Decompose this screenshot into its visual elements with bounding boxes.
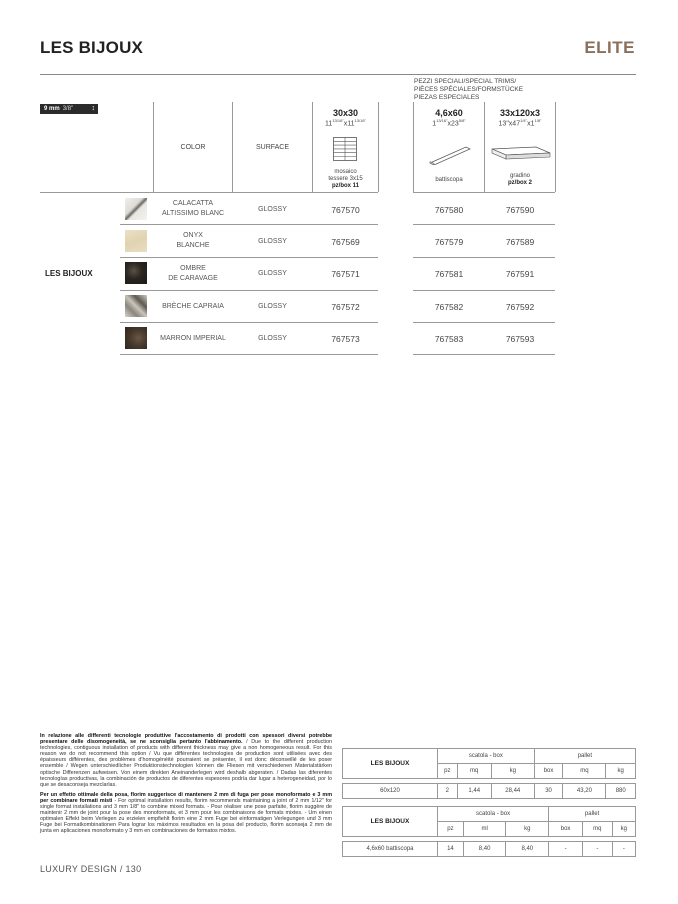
packing-cell: - <box>583 842 613 857</box>
column-divider <box>378 102 379 192</box>
format-size: 33x120x3 <box>499 108 541 118</box>
packing-col-header: kg <box>506 822 549 837</box>
surface-value: GLOSSY <box>258 335 287 342</box>
packing-cell: 4,6x60 battiscopa <box>343 842 438 857</box>
table-header-divider <box>40 192 378 193</box>
row-divider <box>120 322 378 323</box>
packing-group-header: scatola - box <box>438 749 535 764</box>
row-divider <box>120 257 378 258</box>
row-divider <box>413 257 555 258</box>
packing-cell: 60x120 <box>343 784 438 799</box>
product-code: 767573 <box>331 334 360 344</box>
format-trim2-label: gradino pz/box 2 <box>507 173 532 186</box>
packing-cell: - <box>549 842 583 857</box>
row-divider <box>120 224 378 225</box>
packing-group-header: scatola - box <box>438 807 549 822</box>
column-header-color: COLOR <box>180 144 206 151</box>
packing-cell: 8,40 <box>463 842 506 857</box>
packing-col-header: box <box>534 764 563 779</box>
skirting-icon <box>428 143 472 165</box>
thickness-arrow-icon: ↕ <box>91 105 95 112</box>
packing-col-header: ml <box>463 822 506 837</box>
mosaic-icon <box>333 137 357 161</box>
packing-col-header: box <box>549 822 583 837</box>
packing-col-header: kg <box>491 764 534 779</box>
packing-col-header: kg <box>606 764 636 779</box>
product-code: 767569 <box>331 237 360 247</box>
row-divider <box>120 290 378 291</box>
special-pieces-line: PIEZAS ESPECIALES <box>414 94 480 101</box>
format-inch: $13"x47^{1/4"}x1^{1/8"}$ <box>498 118 542 128</box>
packing-col-header: mq <box>457 764 491 779</box>
color-swatch <box>125 327 147 349</box>
packing-group-header: pallet <box>534 749 635 764</box>
product-code: 767580 <box>434 205 464 215</box>
table-header-divider <box>413 192 555 193</box>
packing-table-name: LES BIJOUX <box>343 749 438 779</box>
product-code: 767581 <box>434 269 464 279</box>
product-code: 767579 <box>434 237 464 247</box>
step-icon <box>490 141 552 165</box>
note-paragraph: Per un effetto ottimale della posa, florim suggerisce di mantenere 2 mm di fuga per pose monoformato e 3 mm per combinare formati misti - For optimal installation results, florim recommends maintaining a joint of 2 mm 1/12" for single format installations and 3 mm 1/8" to combine mixed formats. - Pour réaliser une pose parfaite, florim suggère de maintenir 2 mm de joint pour la pose des monoformats, et 3 mm pour les combinaisons de formats mixtes. - Um einen optimalen Effekt beim Verlegen zu erzielen empfiehlt florim eine 2 mm Fuge bei einformatigen Verlegungen und 3 mm Fuge bei Formatkombinationen Para lograr los máximos resultados en la posa del producto, florim aconseja 2 mm de junta en aplicaciones monoformato y 3 mm en combinaciones de formatos mixtos. <box>40 791 332 835</box>
packing-table <box>342 806 636 857</box>
format-main-label: mosaico tessere 3x15 pz/box 11 <box>328 169 363 189</box>
product-code: 767590 <box>505 205 535 215</box>
packing-col-header: mq <box>563 764 606 779</box>
product-code: 767592 <box>505 302 535 312</box>
product-code: 767583 <box>434 334 464 344</box>
column-divider <box>555 102 556 192</box>
format-trim1-label: battiscopa <box>435 177 463 183</box>
packing-cell: - <box>612 842 635 857</box>
format-size: 4,6x60 <box>435 108 463 118</box>
row-divider <box>413 354 555 355</box>
color-name: CALACATTA ALTISSIMO BLANC <box>161 200 225 217</box>
packing-table <box>342 748 636 799</box>
color-swatch <box>125 262 147 284</box>
packing-cell: 1,44 <box>457 784 491 799</box>
surface-value: GLOSSY <box>258 206 287 213</box>
color-name: ONYX BLANCHE <box>176 232 210 249</box>
color-swatch <box>125 230 147 252</box>
row-divider <box>413 224 555 225</box>
format-header-trim2 <box>485 108 555 127</box>
column-header-surface: SURFACE <box>255 144 290 151</box>
surface-value: GLOSSY <box>258 270 287 277</box>
page-title: LES BIJOUX <box>40 38 144 57</box>
packing-cell: 2 <box>438 784 458 799</box>
packing-cell: 43,20 <box>563 784 606 799</box>
product-code: 767571 <box>331 269 360 279</box>
packing-col-header: pz <box>438 822 464 837</box>
thickness-badge <box>40 104 98 114</box>
row-divider <box>413 290 555 291</box>
row-divider <box>413 322 555 323</box>
note-paragraph: In relazione alle differenti tecnologie produttive l'accostamento di prodotti con spessori diversi potrebbe presentare delle disomogeneità, se ne sconsiglia pertanto l'abbinamento. / Due to the different production technologies, contiguous installation of products with different thickness may give a non homogeneous result. For this reason we do not recommend this option / Vu que différentes technologies de production sont utilisées avec des épaisseurs différentes, des problèmes d'homogénéité pourraient se présenter, il est donc déconseillé de les poser ensemble / Wegen unterschiedlicher Produktionstechnologien können die Fliesen mit verschiedenen Materialstärken optische Differenzen aufweisen. Von einem direkten Aneinanderlegen wird deshalb abgeraten. / Dadas las diferentes tecnologías productivas, la combinación de productos de diferentes espesores podría dar lugar a heterogeneidad, por lo que se desaconseja mezclarlas. <box>40 733 332 788</box>
packing-cell: 880 <box>606 784 636 799</box>
product-code: 767582 <box>434 302 464 312</box>
product-code: 767593 <box>505 334 535 344</box>
special-pieces-header <box>414 78 523 102</box>
surface-value: GLOSSY <box>258 303 287 310</box>
color-name: MARRON IMPERIAL <box>160 335 226 342</box>
product-code: 767570 <box>331 205 360 215</box>
product-code: 767591 <box>505 269 535 279</box>
special-pieces-line: PEZZI SPECIALI/SPECIAL TRIMS/ <box>414 78 517 85</box>
product-code: 767572 <box>331 302 360 312</box>
color-name: OMBRE DE CARAVAGE <box>168 265 218 282</box>
collection-label: LES BIJOUX <box>45 269 93 278</box>
format-header-main <box>313 108 378 127</box>
packing-cell: 8,40 <box>506 842 549 857</box>
brand-name: ELITE <box>584 38 635 57</box>
installation-notes <box>40 733 332 835</box>
format-inch: $1^{13/16"}x23^{5/8"}$ <box>432 118 466 128</box>
packing-col-header: pz <box>438 764 458 779</box>
format-header-trim1 <box>414 108 484 127</box>
special-pieces-line: PIÈCES SPÉCIALES/FORMSTÜCKE <box>414 86 524 93</box>
format-size: 30x30 <box>332 108 359 118</box>
header-divider <box>40 74 636 75</box>
color-swatch <box>125 295 147 317</box>
packing-col-header: mq <box>583 822 613 837</box>
thickness-inch: 3/8" <box>62 106 74 112</box>
color-swatch <box>125 198 147 220</box>
color-name: BRÈCHE CAPRAIA <box>162 303 224 310</box>
packing-group-header: pallet <box>549 807 636 822</box>
packing-col-header: kg <box>612 822 635 837</box>
format-inch: $11^{13/16"}x11^{13/16"}$ <box>325 118 366 128</box>
page-footer: LUXURY DESIGN / 130 <box>40 864 142 874</box>
thickness-mm: 9 mm <box>44 106 60 112</box>
row-divider <box>120 354 378 355</box>
packing-cell: 30 <box>534 784 563 799</box>
packing-table-name: LES BIJOUX <box>343 807 438 837</box>
packing-cell: 28,44 <box>491 784 534 799</box>
surface-value: GLOSSY <box>258 238 287 245</box>
product-code: 767589 <box>505 237 535 247</box>
packing-cell: 14 <box>438 842 464 857</box>
